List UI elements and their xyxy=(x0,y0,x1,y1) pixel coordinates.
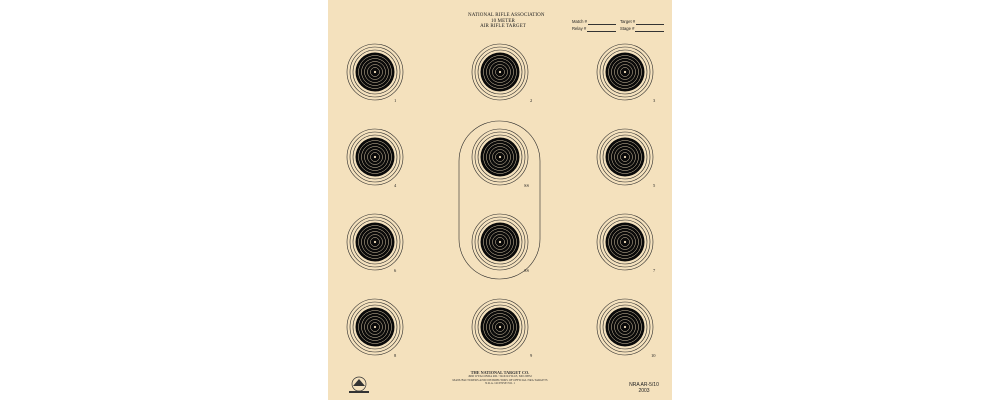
target-number-9: 9 xyxy=(530,353,533,358)
sighter-label-1: SS xyxy=(524,183,530,188)
stage-label: Stage # xyxy=(620,26,635,31)
target-number-10: 10 xyxy=(651,353,656,358)
bull-1 xyxy=(347,44,403,100)
sighter-label-2: SS xyxy=(524,268,530,273)
company-logo xyxy=(344,374,374,398)
bull-2 xyxy=(472,44,528,100)
bull-ss-2 xyxy=(472,214,528,270)
targets-layer xyxy=(328,0,672,400)
bull-9 xyxy=(472,299,528,355)
target-number-6: 6 xyxy=(394,268,397,273)
target-number-8: 8 xyxy=(394,353,397,358)
bull-7 xyxy=(597,214,653,270)
bull-4 xyxy=(347,129,403,185)
license-number: N.R.A. LICENSE NO. 1 xyxy=(485,381,515,386)
bull-8 xyxy=(347,299,403,355)
company-address: 4960 WYACONDA RD. • ROCKVILLE, MD 20852 xyxy=(468,374,532,378)
header-distance: 10 METER xyxy=(491,18,515,24)
bull-5 xyxy=(597,129,653,185)
target-code-year: 2003 xyxy=(638,388,650,394)
bull-3 xyxy=(597,44,653,100)
company-name: THE NATIONAL TARGET CO. xyxy=(470,370,530,375)
bull-6 xyxy=(347,214,403,270)
bull-10 xyxy=(597,299,653,355)
target-number-2: 2 xyxy=(530,98,533,103)
target-number-4: 4 xyxy=(394,183,397,188)
target-code xyxy=(621,382,667,394)
target-code-name: NRA AR-5/10 xyxy=(629,382,659,388)
header-target-type: AIR RIFLE TARGET xyxy=(480,24,526,30)
bull-ss-1 xyxy=(472,129,528,185)
relay-label: Relay # xyxy=(572,26,587,31)
target-sheet xyxy=(328,0,672,400)
target-label: Target # xyxy=(620,19,636,24)
bulls-group xyxy=(347,44,656,355)
target-number-7: 7 xyxy=(653,268,656,273)
company-description: MANUFACTURERS AND DISTRIBUTORS OF OFFICIAL NRA TARGETS xyxy=(452,377,548,382)
target-number-3: 3 xyxy=(653,98,656,103)
match-label: Match # xyxy=(572,19,587,24)
manufacturer-block xyxy=(446,370,554,386)
header-organization: NATIONAL RIFLE ASSOCIATION xyxy=(468,13,545,18)
target-number-1: 1 xyxy=(394,98,397,103)
target-number-5: 5 xyxy=(653,183,656,188)
